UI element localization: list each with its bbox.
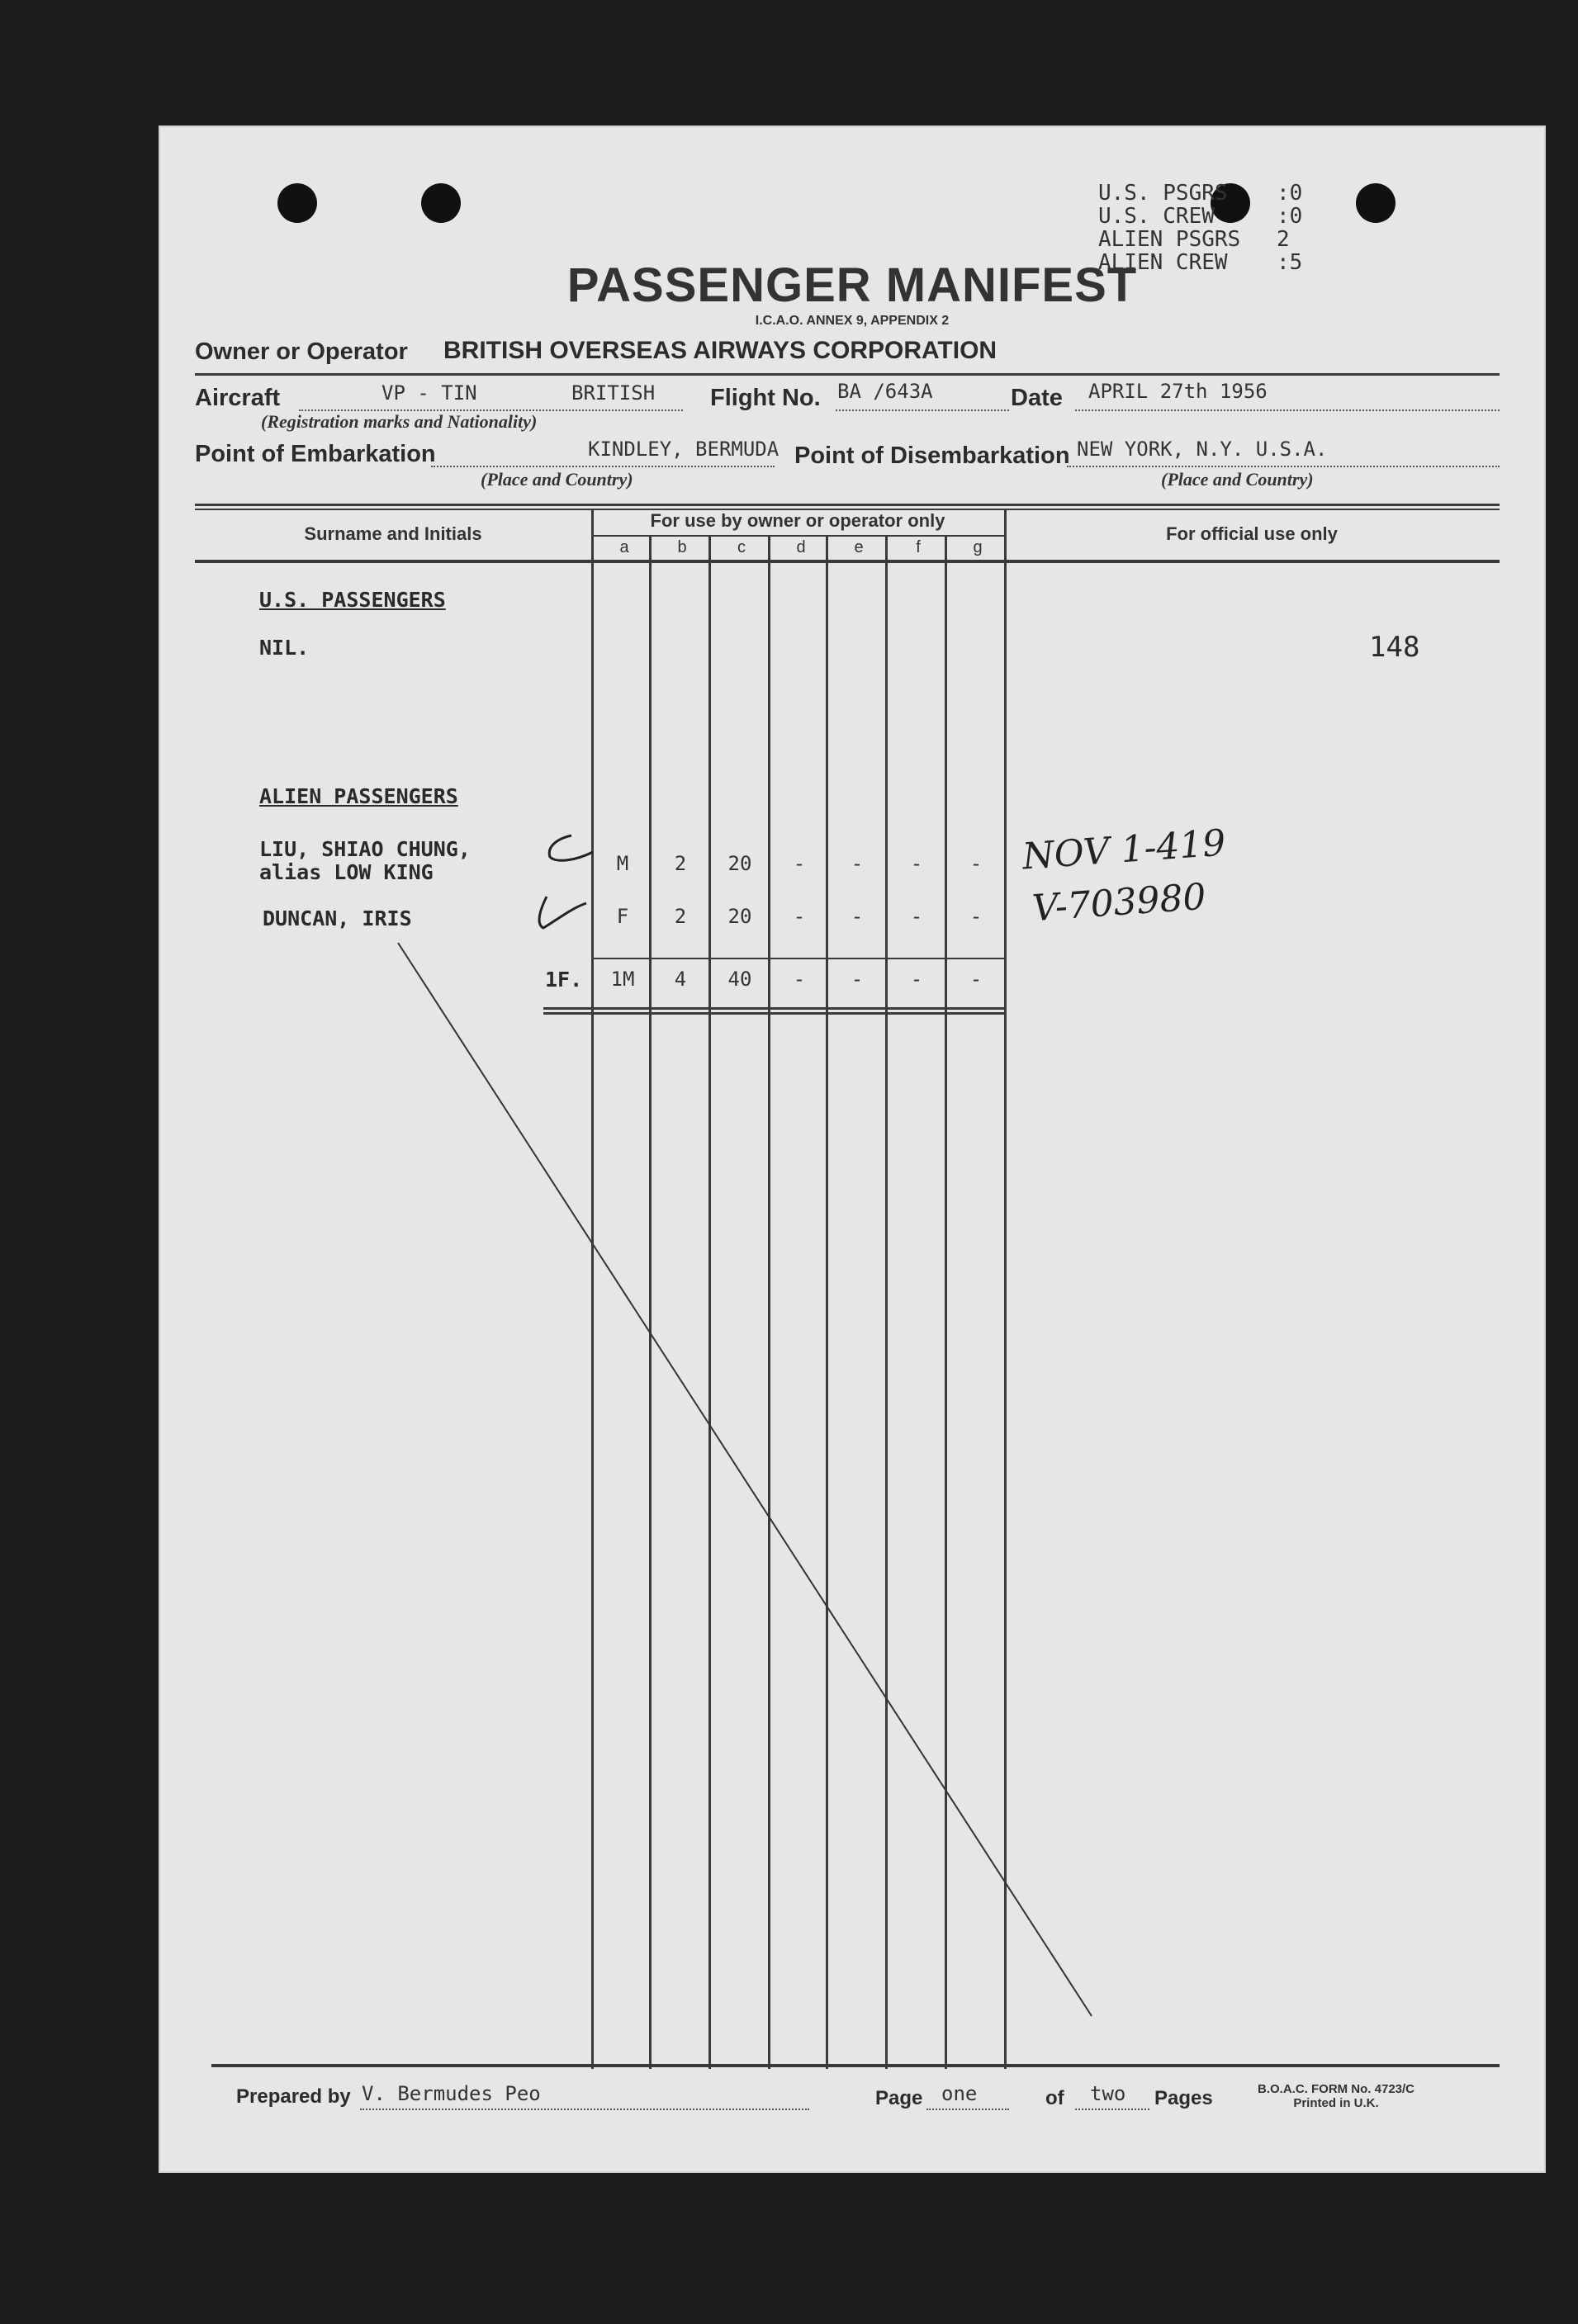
passenger-1-cell-e: - <box>851 852 864 875</box>
totals-cell-a: 1M <box>610 968 635 991</box>
disembarkation-caption: (Place and Country) <box>1161 469 1314 490</box>
embarkation-caption: (Place and Country) <box>481 469 633 490</box>
aircraft-nationality: BRITISH <box>571 381 656 405</box>
column-letter-d: d <box>796 538 806 556</box>
of-value: two <box>1090 2082 1126 2105</box>
prepared-by-value: V. Bermudes Peo <box>362 2082 541 2105</box>
stamp-label: ALIEN PSGRS <box>1098 227 1241 252</box>
totals-cell-g: - <box>969 968 983 991</box>
passenger-2-cell-c: 20 <box>727 905 752 928</box>
column-letter-f: f <box>916 538 921 556</box>
owner-label: Owner or Operator <box>195 338 408 365</box>
column-letter-b: b <box>677 538 687 556</box>
page-field-line <box>926 2109 1009 2110</box>
form-number-line: B.O.A.C. FORM No. 4723/C <box>1257 2082 1415 2096</box>
totals-cell-b: 4 <box>674 968 687 991</box>
flight-label: Flight No. <box>710 385 821 411</box>
page-subtitle: I.C.A.O. ANNEX 9, APPENDIX 2 <box>755 314 950 328</box>
passenger-2-name: DUNCAN, IRIS <box>263 906 412 930</box>
handwritten-note-2: V-703980 <box>1031 875 1208 930</box>
passenger-1-cell-d: - <box>793 852 806 875</box>
column-letter-a: a <box>619 538 629 556</box>
passenger-1-name: LIU, SHIAO CHUNG, <box>259 837 471 861</box>
handwritten-note-1: NOV 1-419 <box>1021 821 1227 878</box>
passenger-2-cell-b: 2 <box>674 905 687 928</box>
embarkation-value: KINDLEY, BERMUDA <box>588 438 780 461</box>
page-title: PASSENGER MANIFEST <box>566 258 1138 312</box>
printed-in-line: Printed in U.K. <box>1293 2096 1379 2110</box>
stamp-value: :0 <box>1277 204 1303 229</box>
stamp-label: U.S. CREW <box>1098 204 1215 229</box>
passenger-2-cell-f: - <box>910 905 923 928</box>
passenger-2-cell-d: - <box>793 905 806 928</box>
us-passengers-heading: U.S. PASSENGERS <box>259 588 446 612</box>
column-header-owner: For use by owner or operator only <box>650 510 945 531</box>
passenger-2-cell-g: - <box>969 905 983 928</box>
passenger-1-alias: alias LOW KING <box>259 860 434 884</box>
column-letter-c: c <box>737 538 746 556</box>
footer-rule <box>211 2064 1500 2067</box>
stamp-value: :5 <box>1277 250 1303 275</box>
passenger-1-cell-a: M <box>616 852 629 875</box>
date-value: APRIL 27th 1956 <box>1088 380 1268 403</box>
stamp-value: 2 <box>1277 227 1290 252</box>
aircraft-label: Aircraft <box>195 385 281 411</box>
column-letter-g: g <box>973 538 983 556</box>
totals-cell-c: 40 <box>727 968 752 991</box>
disembarkation-value: NEW YORK, N.Y. U.S.A. <box>1077 438 1328 461</box>
cancellation-line <box>159 125 1546 2173</box>
us-passengers-value: NIL. <box>259 636 310 660</box>
passenger-2-cell-a: F <box>616 905 629 928</box>
prepared-by-line <box>360 2109 809 2110</box>
passenger-1-cell-f: - <box>910 852 923 875</box>
totals-cell-d: - <box>793 968 806 991</box>
disembarkation-label: Point of Disembarkation <box>794 443 1070 469</box>
stamp-value: :0 <box>1277 181 1303 206</box>
alien-passengers-heading: ALIEN PASSENGERS <box>259 784 458 808</box>
totals-cell-f: - <box>910 968 923 991</box>
passenger-1-cell-b: 2 <box>674 852 687 875</box>
official-page-number: 148 <box>1369 631 1420 664</box>
registration-caption: (Registration marks and Nationality) <box>261 411 538 432</box>
column-header-surname: Surname and Initials <box>304 523 482 544</box>
form-number <box>1253 2082 1419 2110</box>
embarkation-label: Point of Embarkation <box>195 441 436 467</box>
prepared-by-label: Prepared by <box>236 2085 351 2108</box>
passenger-1-cell-g: - <box>969 852 983 875</box>
page-value: one <box>941 2082 978 2105</box>
stamp-label: ALIEN CREW <box>1098 250 1228 275</box>
page-label: Page <box>875 2087 923 2109</box>
date-label: Date <box>1011 385 1063 411</box>
stamp-label: U.S. PSGRS <box>1098 181 1228 206</box>
manifest-sheet <box>159 125 1546 2173</box>
of-field-line <box>1075 2109 1149 2110</box>
passenger-1-cell-c: 20 <box>727 852 752 875</box>
pages-label: Pages <box>1154 2087 1213 2109</box>
totals-label: 1F. <box>545 968 583 992</box>
totals-cell-e: - <box>851 968 864 991</box>
column-letter-e: e <box>854 538 864 556</box>
flight-value: BA /643A <box>837 380 933 403</box>
passenger-2-cell-e: - <box>851 905 864 928</box>
of-label: of <box>1045 2087 1064 2109</box>
column-header-official: For official use only <box>1166 523 1338 544</box>
owner-value: BRITISH OVERSEAS AIRWAYS CORPORATION <box>443 337 998 364</box>
aircraft-registration: VP - TIN <box>381 381 477 405</box>
